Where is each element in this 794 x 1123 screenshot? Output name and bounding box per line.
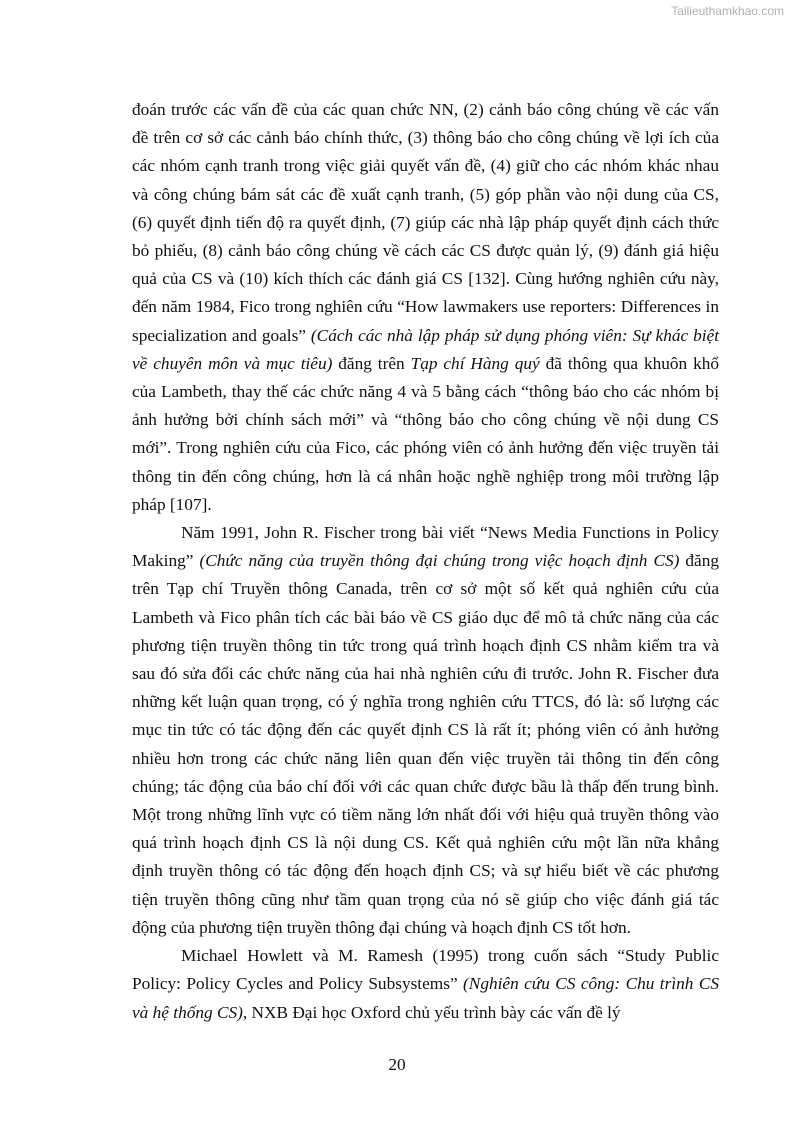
text-span: đăng trên Tạp chí Truyền thông Canada, trên cơ sở một số kết quả nghiên cứu của Lambeth và Fico phân tích các bài báo về CS giáo dục để mô tả chức năng của các phương tiện truyền thông tin tức trong quá trình hoạch định CS nhằm kiểm tra và sau đó sửa đổi các chức năng của hai nhà nghiên cứu đi trước. John R. Fischer đưa những kết luận quan trọng, có ý nghĩa trong nghiên cứu TTCS, đó là: số lượng các mục tin tức có tác động đến các quyết định CS là rất ít; phóng viên có ảnh hưởng nhiều hơn trong các chức năng liên quan đến việc truyền tải thông tin đến công chúng; tác động của báo chí đối với các quan chức được bầu là thấp đến trung bình. Một trong những lĩnh vực có tiềm năng lớn nhất đối với hiệu quả truyền thông vào quá trình hoạch định CS là nội dung CS. Kết quả nghiên cứu một lần nữa khẳng định truyền thông có tác động đến hoạch định CS; và sự hiểu biết về các phương tiện truyền thông cũng như tầm quan trọng của nó sẽ giúp cho việc đánh giá tác động của phương tiện truyền thông đại chúng và hoạch định CS tốt hơn. — [132, 551, 719, 937]
italic-span: Tạp chí Hàng quý — [410, 353, 540, 373]
text-span: Năm 1991, John R. Fischer trong bài viết “News Media Functions in Policy Making” — [132, 523, 719, 571]
watermark: Tailieuthamkhao.com — [671, 4, 784, 18]
italic-span: (Chức năng của truyền thông đại chúng trong việc hoạch định CS) — [199, 551, 680, 571]
text-span: đã thông qua khuôn khổ của Lambeth, thay thế các chức năng 4 và 5 bằng cách “thông báo cho các nhóm bị ảnh hưởng bởi chính sách mới” và “thông báo cho công chúng về nội dung CS mới”. Trong nghiên cứu của Fico, các phóng viên có ảnh hưởng đến việc truyền tải thông tin đến công chúng, hơn là cá nhân hoặc nghề nghiệp trong môi trường lập pháp [107]. — [132, 353, 720, 514]
paragraph-1 — [132, 96, 719, 519]
text-span: đăng trên — [332, 353, 411, 373]
paragraph-3 — [132, 942, 719, 1027]
text-span: đoán trước các vấn đề của các quan chức NN, (2) cảnh báo công chúng về các vấn đề trên cơ sở các cảnh báo chính thức, (3) thông báo cho công chúng về lợi ích của các nhóm cạnh tranh trong việc giải quyết vấn đề, (4) giữ cho các nhóm khác nhau và công chúng bám sát các đề xuất cạnh tranh, (5) góp phần vào nội dung của CS, (6) quyết định tiến độ ra quyết định, (7) giúp các nhà lập pháp quyết định cách thức bỏ phiếu, (8) cảnh báo công chúng về cách các CS được quản lý, (9) đánh giá hiệu quả của CS và (10) kích thích các đánh giá CS [132]. Cùng hướng nghiên cứu này, đến năm 1984, Fico trong nghiên cứu “How lawmakers use reporters: Differences in specialization and goals” — [132, 100, 719, 345]
page-number: 20 — [388, 1055, 406, 1074]
text-span: , NXB Đại học Oxford chủ yếu trình bày các vấn đề lý — [242, 1002, 621, 1022]
paragraph-2 — [132, 519, 719, 942]
page-body — [132, 96, 719, 1027]
italic-span: (Nghiên cứu CS công: Chu trình CS và hệ thống CS) — [132, 974, 719, 1022]
text-span: Michael Howlett và M. Ramesh (1995) trong cuốn sách “Study Public Policy: Policy Cycles and Policy Subsystems” — [132, 946, 719, 994]
italic-span: (Cách các nhà lập pháp sử dụng phóng viên: Sự khác biệt về chuyên môn và mục tiêu) — [132, 325, 719, 373]
